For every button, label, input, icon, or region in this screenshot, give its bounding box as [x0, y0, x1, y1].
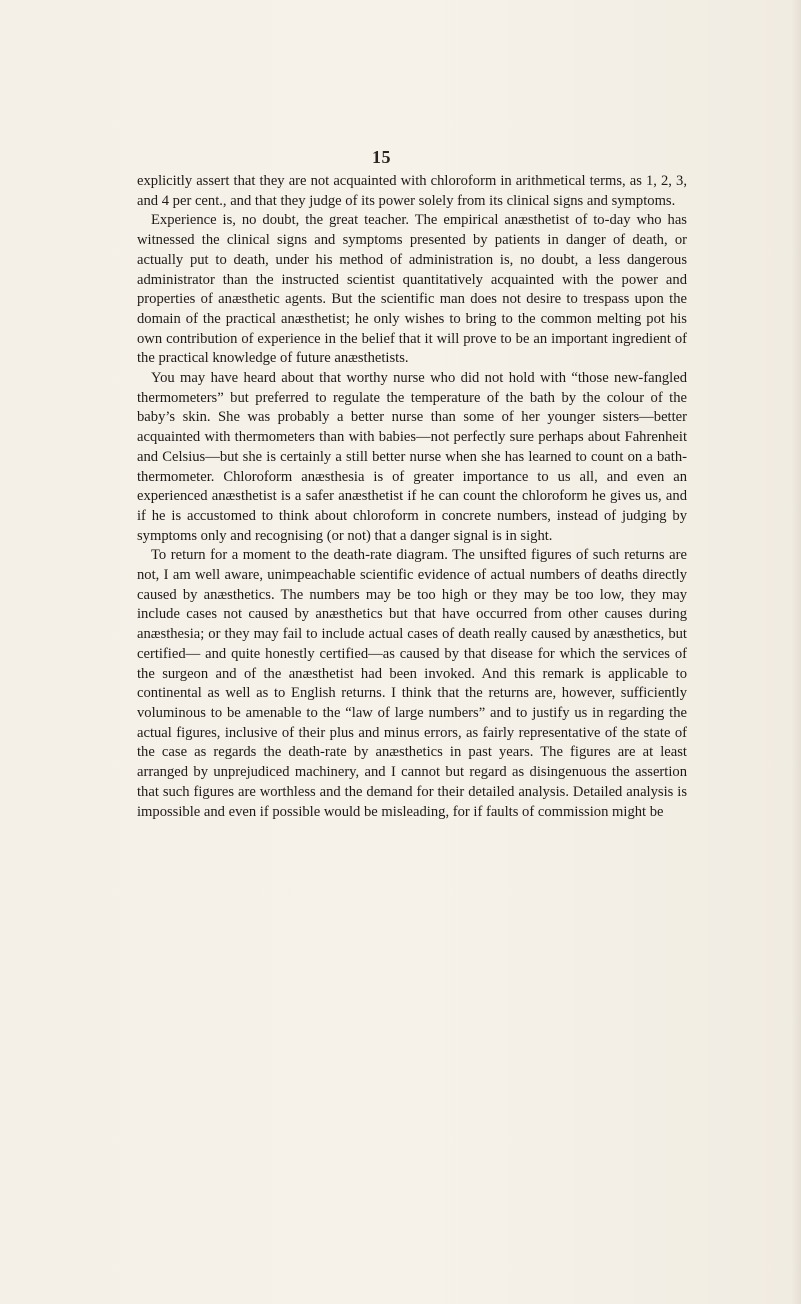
- paragraph-1: explicitly assert that they are not acquainted with chloroform in arithmetical terms, as 1, 2, 3, and 4 per cent., and that they judge of its power solely from its clinical signs and symptoms.: [137, 173, 687, 209]
- paragraph-2: Experience is, no doubt, the great teacher. The empirical anæsthetist of to-day who has witnessed the clinical signs and symptoms presented by patients in danger of death, or actually put to death, under his method of administration is, no doubt, a less dangerous administrator than the instructed scientist quantitatively acquainted with the power and properties of anæsthetic agents. But the scientific man does not desire to trespass upon the domain of the practical anæsthetist; he only wishes to bring to the common melting pot his own contribution of experience in the belief that it will prove to be an important ingredient of the practical knowledge of future anæsthetists.: [137, 212, 687, 367]
- paragraph-4: To return for a moment to the death-rate diagram. The unsifted figures of such returns are not, I am well aware, unimpeachable scientific evidence of actual numbers of deaths directly caused by anæsthetics. The numbers may be too high or they may be too low, they may include cases not caused by anæsthetics but that have occurred from other causes during anæsthesia; or they may fail to include actual cases of death really caused by anæsthetics, but certified— and quite honestly certified—as caused by that disease for which the services of the surgeon and of the anæsthetist had been invoked. And this remark is applicable to continental as well as to English returns. I think that the returns are, however, sufficiently voluminous to be amenable to the “law of large numbers” and to justify us in regarding the actual figures, inclusive of their plus and minus errors, as fairly representative of the state of the case as regards the death-rate by anæsthetics in past years. The figures are at least arranged by unprejudiced machinery, and I cannot but regard as disingenuous the assertion that such figures are worthless and the demand for their detailed analysis. Detailed analysis is impossible and even if possible would be misleading, for if faults of commission might be: [137, 547, 687, 820]
- page-edge-shadow: [791, 0, 801, 1304]
- page-number: 15: [372, 147, 391, 167]
- body-text: [137, 172, 687, 822]
- paragraph-3: You may have heard about that worthy nurse who did not hold with “those new-fangled thermometers” but preferred to regulate the temperature of the bath by the colour of the baby’s skin. She was probably a better nurse than some of her younger sisters—better acquainted with thermometers than with babies—not perfectly sure perhaps about Fahrenheit and Celsius—but she is certainly a still better nurse when she has learned to count on a bath-thermometer. Chloroform anæsthesia is of greater importance to us all, and even an experienced anæsthetist is a safer anæsthetist if he can count the chloroform he gives us, and if he is accustomed to think about chloroform in concrete numbers, instead of judging by symptoms only and recognising (or not) that a danger signal is in sight.: [137, 370, 687, 544]
